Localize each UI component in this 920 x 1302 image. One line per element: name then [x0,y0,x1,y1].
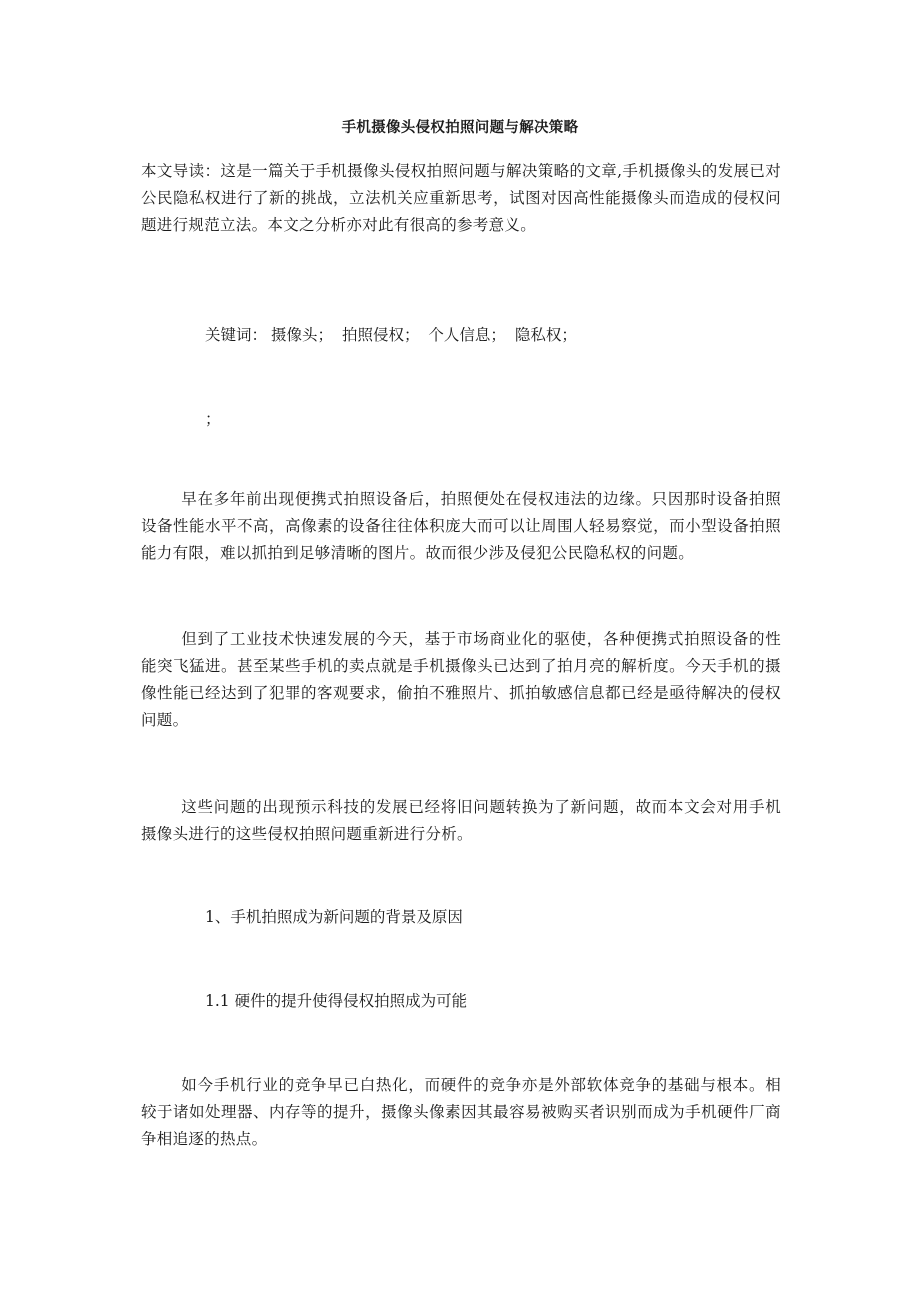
keywords-line [205,322,581,349]
body-paragraph-4: 如今手机行业的竞争早已白热化，而硬件的竞争亦是外部软体竞争的基础与根本。相较于诸如处理器、内存等的提升，摄像头像素因其最容易被购买者识别而成为手机硬件厂商争相追逐的热点。 [141,1076,781,1148]
section-heading-1-1: 1.1 硬件的提升使得侵权拍照成为可能 [205,992,468,1010]
keywords-label: 关键词： [205,326,268,344]
keyword-item: 拍照侵权； [341,326,420,344]
body-paragraph-1: 早在多年前出现便携式拍照设备后，拍照便处在侵权违法的边缘。只因那时设备拍照设备性能水平不高，高像素的设备往往体积庞大而可以让周围人轻易察觉，而小型设备拍照能力有限，难以抓拍到足够清晰的图片。故而很少涉及侵犯公民隐私权的问题。 [141,490,781,562]
keyword-item: 隐私权； [514,326,577,344]
keyword-item: 摄像头； [271,326,334,344]
section-heading-1: 1、手机拍照成为新问题的背景及原因 [205,908,463,926]
keyword-item: 个人信息； [428,326,506,344]
document-title: 手机摄像头侵权拍照问题与解决策略 [341,119,579,136]
body-paragraph-2: 但到了工业技术快速发展的今天，基于市场商业化的驱使，各种便携式拍照设备的性能突飞猛进。甚至某些手机的卖点就是手机摄像头已达到了拍月亮的解析度。今天手机的摄像性能已经达到了犯罪的客观要求，偷拍不雅照片、抓拍敏感信息都已经是亟待解决的侵权问题。 [141,630,781,729]
separator-mark: ； [205,410,221,428]
intro-paragraph: 本文导读：这是一篇关于手机摄像头侵权拍照问题与解决策略的文章,手机摄像头的发展已对公民隐私权进行了新的挑战，立法机关应重新思考，试图对因高性能摄像头而造成的侵权问题进行规范立法。本文之分析亦对此有很高的参考意义。 [141,162,781,234]
body-paragraph-3: 这些问题的出现预示科技的发展已经将旧问题转换为了新问题，故而本文会对用手机摄像头进行的这些侵权拍照问题重新进行分析。 [141,798,781,843]
